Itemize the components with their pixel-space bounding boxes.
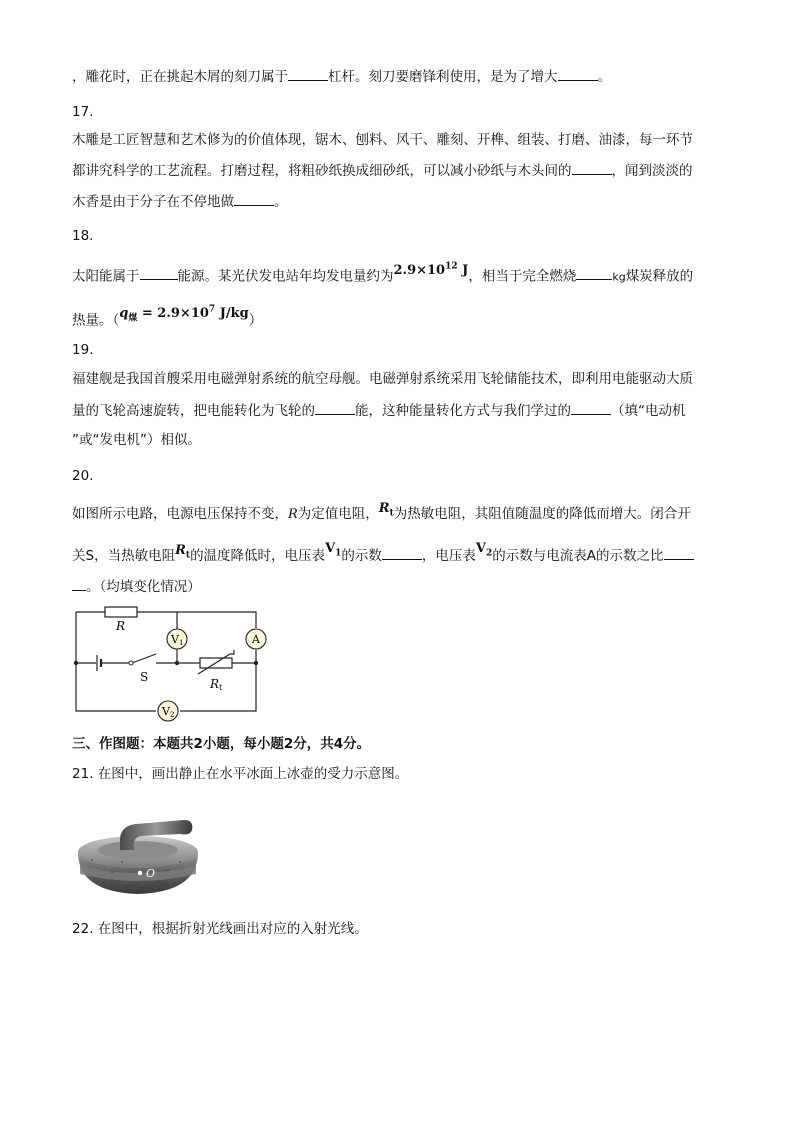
q20-line2: 关S，当热敏电阻$R_t$的温度降低时，电压表$V_1$的示数 ，电压表$V_2$的示数与电流表A的示数之比 xyxy=(72,545,694,572)
q20-line1: 如图所示电路，电源电压保持不变，R为定值电阻，$R_t$为热敏电阻，其阻值随温度的降低而增大。闭合开 xyxy=(72,501,691,522)
svg-text:V1: V1 xyxy=(171,633,184,647)
question-number: 18. xyxy=(72,228,94,244)
answer-blank[interactable] xyxy=(576,265,612,280)
question-number: 17. xyxy=(72,104,94,120)
q22-text: 22. 在图中，根据折射光线画出对应的入射光线。 xyxy=(72,921,368,937)
q18-line2: 热量。（$q_煤 = 2.9\times 10^7$ J/kg） xyxy=(72,305,263,329)
q19-line2: 量的飞轮高速旋转，把电能转化为飞轮的 能，这种能量转化方式与我们学过的 （填“电动机 xyxy=(72,400,686,421)
answer-blank[interactable] xyxy=(571,400,611,415)
answer-blank[interactable] xyxy=(664,545,694,560)
v1-symbol: $V_1$ xyxy=(325,541,342,559)
answer-blank[interactable] xyxy=(72,576,86,591)
answer-blank[interactable] xyxy=(315,400,355,415)
svg-text:R: R xyxy=(116,619,126,633)
svg-text:V2: V2 xyxy=(162,705,175,719)
q17-line3: 木香是由于分子在不停地做 。 xyxy=(72,191,288,212)
energy-expression: $2.9\times 10^{12}$ J xyxy=(393,262,469,279)
curling-stone-image xyxy=(72,800,204,902)
svg-text:S: S xyxy=(140,670,149,684)
q17-line2: 都讲究科学的工艺流程。打磨过程，将粗砂纸换成细砂纸，可以减小砂纸与木头间的 ，闻到淡淡的 xyxy=(72,160,693,181)
q17-line1: 木雕是工匠智慧和艺术修为的价值体现，锯木、刨料、风干、雕刻、开榫、组装、打磨、油漆，每一环节 xyxy=(72,132,693,148)
q19-line1: 福建舰是我国首艘采用电磁弹射系统的航空母舰。电磁弹射系统采用飞轮储能技术，即利用电能驱动大质 xyxy=(72,371,693,387)
question-number: 19. xyxy=(72,342,94,358)
rt-symbol: $R_t$ xyxy=(175,543,191,561)
answer-blank[interactable] xyxy=(572,160,612,175)
v2-symbol: $V_2$ xyxy=(475,541,493,559)
q21-text: 21. 在图中，画出静止在水平冰面上冰壶的受力示意图。 xyxy=(72,766,409,782)
svg-text:A: A xyxy=(252,633,260,646)
q18-line1: 太阳能属于 能源。某光伏发电站年均发电量约为$2.9\times 10^{12}$ J，相当于完全燃烧 kg煤炭释放的 xyxy=(72,262,694,285)
circuit-diagram xyxy=(60,598,290,728)
section-heading: 三、作图题：本题共2小题，每小题2分，共4分。 xyxy=(72,736,371,752)
answer-blank[interactable] xyxy=(288,66,328,81)
q16-line: ，雕花时，正在挑起木屑的刻刀属于 杠杆。刻刀要磨锋利使用，是为了增大 。 xyxy=(72,66,611,87)
answer-blank[interactable] xyxy=(382,545,422,560)
heat-value-expression: $q_煤 = 2.9\times 10^7$ J/kg xyxy=(119,305,249,324)
rt-symbol: $R_t$ xyxy=(378,501,394,519)
q20-line3: 。（均填变化情况） xyxy=(72,576,201,597)
svg-text:O: O xyxy=(146,867,156,880)
question-number: 20. xyxy=(72,468,94,484)
answer-blank[interactable] xyxy=(234,191,274,206)
answer-blank[interactable] xyxy=(140,265,178,280)
svg-text:Rt: Rt xyxy=(210,677,223,692)
q19-line3: ”或“发电机”）相似。 xyxy=(72,432,201,448)
answer-blank[interactable] xyxy=(558,66,598,81)
